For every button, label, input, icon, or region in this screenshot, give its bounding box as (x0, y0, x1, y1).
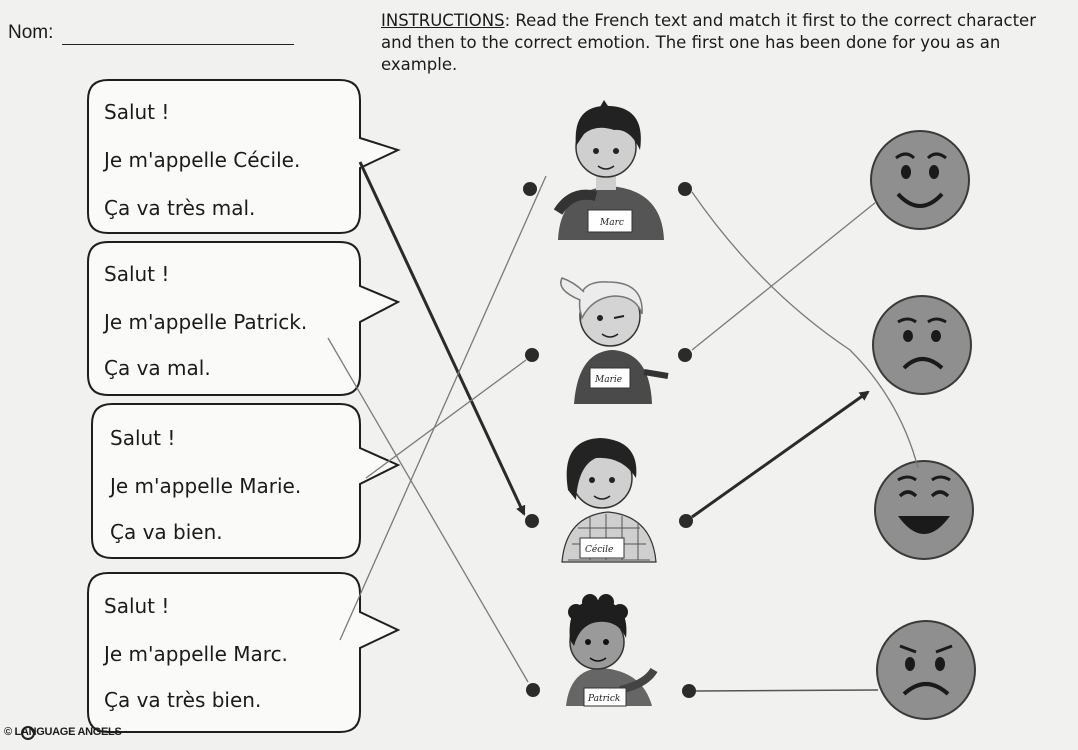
happy-smile-icon[interactable] (871, 131, 969, 229)
dot-left-marc[interactable] (523, 182, 537, 196)
bubble-2-mood-line: Ça va mal. (104, 356, 211, 380)
instructions-heading: INSTRUCTIONS (381, 11, 505, 30)
character-cecile (562, 438, 656, 562)
dot-left-patrick[interactable] (526, 683, 540, 697)
match-line-patrick-emotion (696, 690, 878, 691)
bubble-4-name-line: Je m'appelle Marc. (104, 642, 288, 666)
name-tag-patrick: Patrick (588, 694, 621, 704)
copyright-footer: © LANGUAGE ANGELS (4, 726, 122, 738)
bubble-4-mood-line: Ça va très bien. (104, 688, 262, 712)
bubble-4-greeting: Salut ! (104, 594, 170, 618)
name-tag-marc: Marc (600, 218, 624, 228)
character-marie (561, 278, 668, 404)
dot-right-cecile[interactable] (679, 514, 693, 528)
dot-right-marie[interactable] (678, 348, 692, 362)
example-arrow-very-sad (692, 392, 868, 517)
bubble-3-greeting: Salut ! (110, 426, 176, 450)
match-line-marie-emotion (692, 202, 876, 350)
dot-left-marie[interactable] (525, 348, 539, 362)
dot-right-marc[interactable] (678, 182, 692, 196)
dot-left-cecile[interactable] (525, 514, 539, 528)
name-label: Nom: (8, 22, 54, 43)
match-line-marc (340, 176, 546, 640)
very-sad-frown-icon[interactable] (877, 621, 975, 719)
name-tag-cecile: Cécile (585, 545, 614, 555)
bubble-1-greeting: Salut ! (104, 100, 170, 124)
bubble-2-greeting: Salut ! (104, 262, 170, 286)
sad-frown-icon[interactable] (873, 296, 971, 394)
bubble-3-name-line: Je m'appelle Marie. (110, 474, 302, 498)
character-patrick (566, 594, 654, 706)
bubble-3-mood-line: Ça va bien. (110, 520, 223, 544)
instructions-text: : Read the French text and match it first to the correct character and then to the correct emotion. The first one has been done for you as an example. (381, 11, 1036, 74)
bubble-2-name-line: Je m'appelle Patrick. (104, 310, 308, 334)
bubble-1-mood-line: Ça va très mal. (104, 196, 256, 220)
name-tag-marie: Marie (595, 375, 623, 385)
dot-right-patrick[interactable] (682, 684, 696, 698)
very-happy-grin-icon[interactable] (875, 461, 973, 559)
match-line-marie (366, 360, 526, 478)
bubble-1-name-line: Je m'appelle Cécile. (104, 148, 301, 172)
